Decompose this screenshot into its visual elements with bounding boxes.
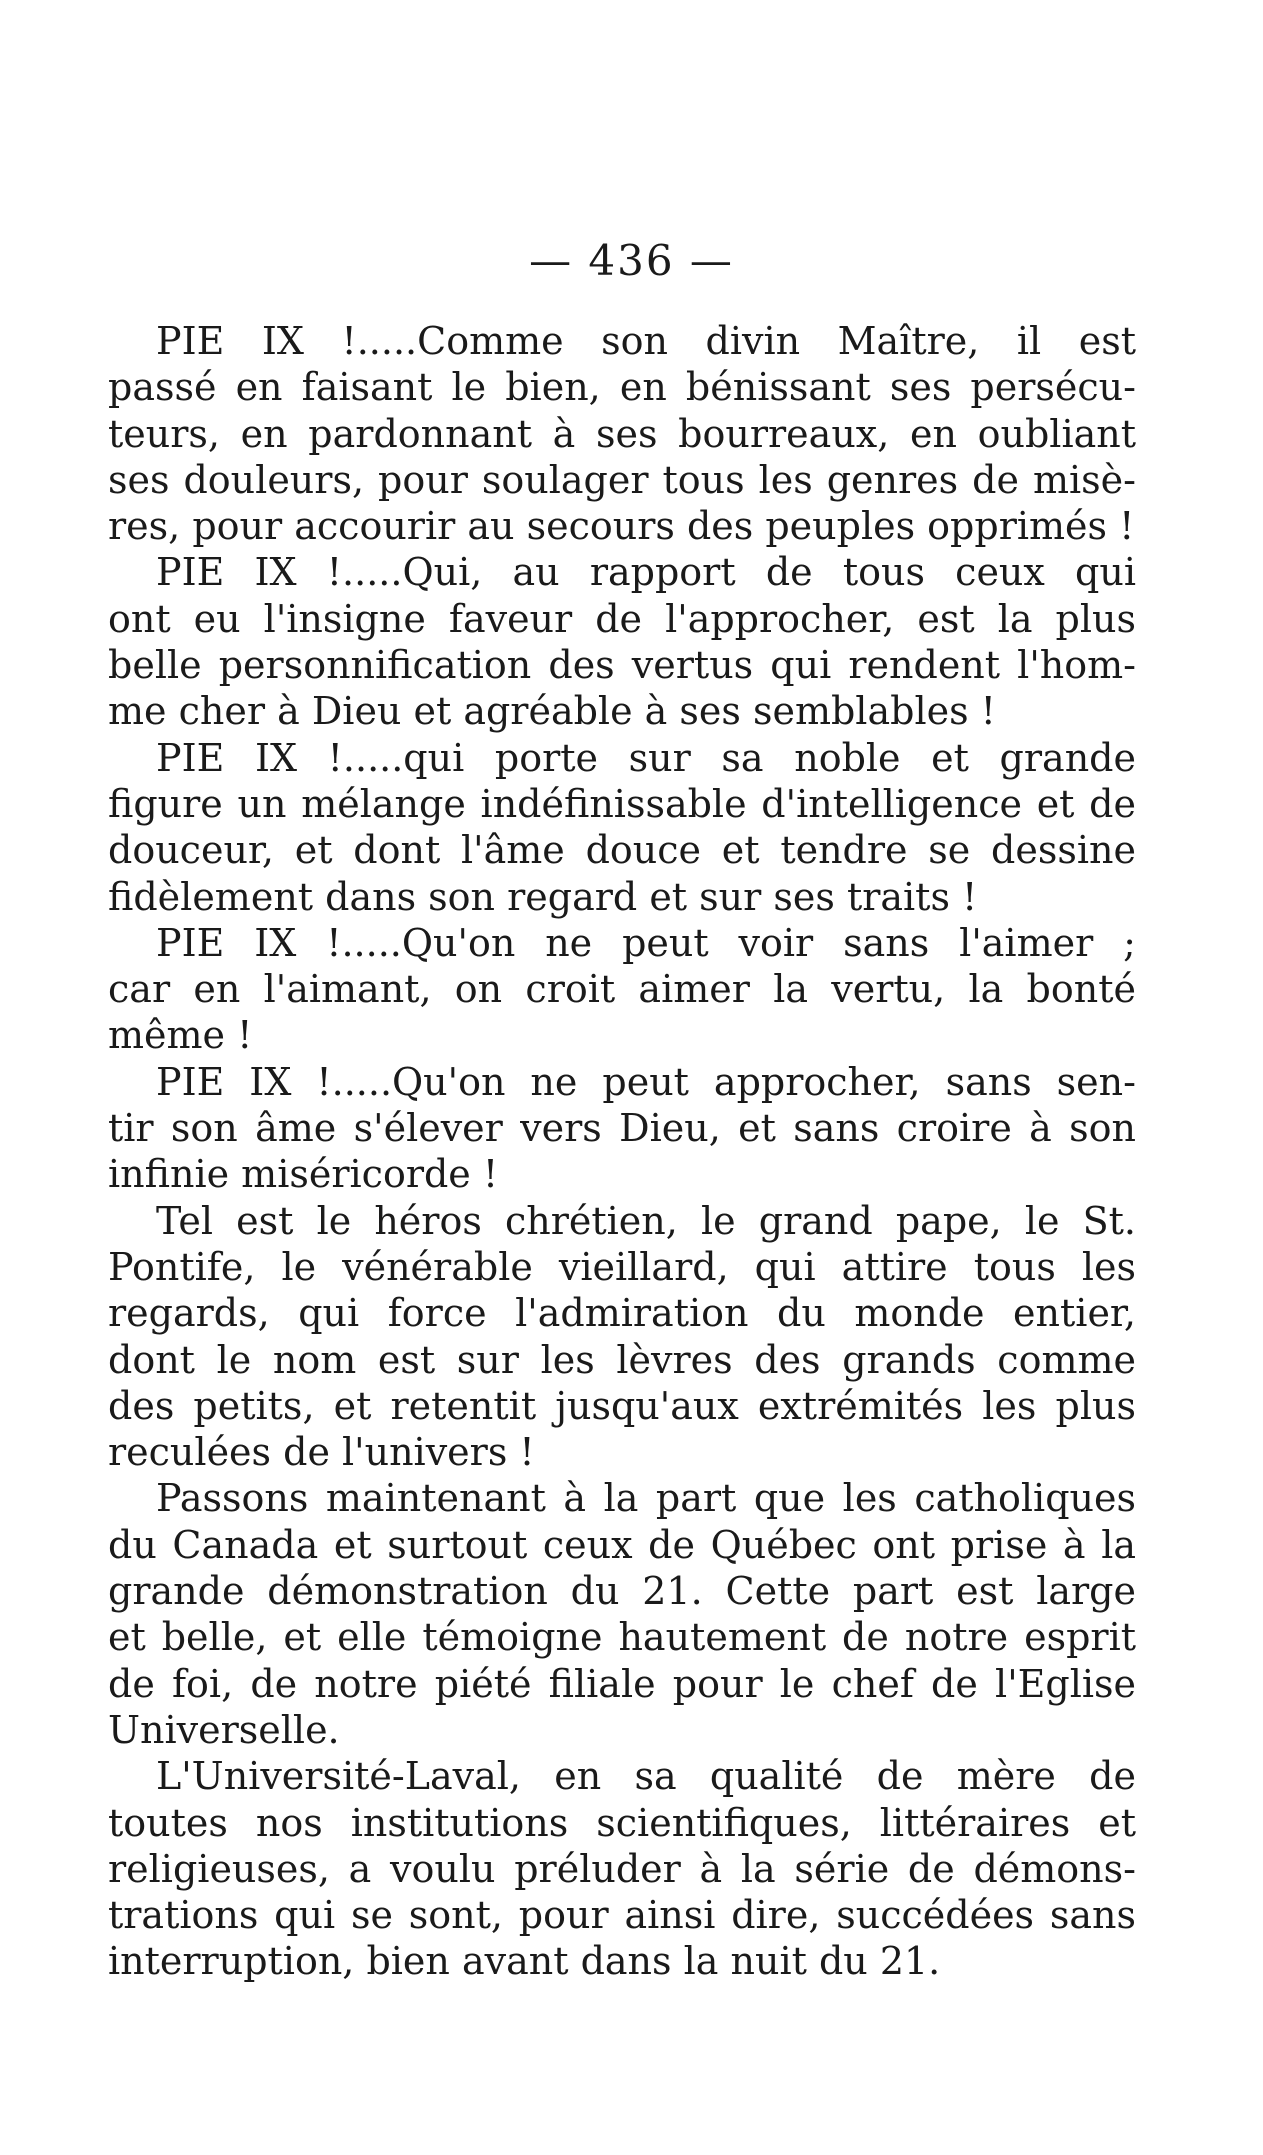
text-line: ont eu l'insigne faveur de l'approcher, est la plus [108, 596, 1136, 641]
text-line: tir son âme s'élever vers Dieu, et sans croire à son [108, 1106, 1136, 1151]
text-line: regards, qui force l'admiration du monde entier, [108, 1291, 1136, 1336]
text-line: des petits, et retentit jusqu'aux extrémités les plus [108, 1383, 1136, 1428]
text-line: de foi, de notre piété filiale pour le chef de l'Eglise [108, 1661, 1136, 1706]
text-line: fidèlement dans son regard et sur ses traits ! [108, 874, 978, 919]
text-line: même ! [108, 1013, 253, 1058]
text-line: res, pour accourir au secours des peuples opprimés ! [108, 504, 1135, 549]
text-line: Tel est le héros chrétien, le grand pape, le St. [156, 1198, 1136, 1243]
text-line: toutes nos institutions scientifiques, littéraires et [108, 1800, 1136, 1845]
text-line: ses douleurs, pour soulager tous les genres de misè- [108, 457, 1136, 502]
text-line: trations qui se sont, pour ainsi dire, succédées sans [108, 1893, 1136, 1938]
text-line: du Canada et surtout ceux de Québec ont prise à la [108, 1522, 1136, 1567]
body-text [108, 318, 1136, 1985]
text-line: dont le nom est sur les lèvres des grands comme [108, 1337, 1136, 1382]
text-line: Pontife, le vénérable vieillard, qui attire tous les [108, 1244, 1136, 1289]
page-number: — 436 — [529, 236, 734, 285]
text-line: Passons maintenant à la part que les catholiques [156, 1476, 1136, 1521]
text-line: grande démonstration du 21. Cette part est large [108, 1569, 1136, 1614]
text-line: car en l'aimant, on croit aimer la vertu, la bonté [108, 967, 1136, 1012]
text-line: PIE IX !.....qui porte sur sa noble et grande [156, 735, 1136, 780]
text-line: Universelle. [108, 1707, 340, 1752]
text-line: douceur, et dont l'âme douce et tendre se dessine [108, 828, 1136, 873]
text-line: belle personnification des vertus qui rendent l'hom- [108, 643, 1136, 688]
text-line: PIE IX !.....Qu'on ne peut voir sans l'aimer ; [156, 920, 1136, 965]
text-line: interruption, bien avant dans la nuit du 21. [108, 1939, 941, 1984]
text-line: passé en faisant le bien, en bénissant ses persécu- [108, 365, 1136, 410]
text-line: infinie miséricorde ! [108, 1152, 499, 1197]
text-line: teurs, en pardonnant à ses bourreaux, en oubliant [108, 411, 1136, 456]
text-line: figure un mélange indéfinissable d'intelligence et de [108, 781, 1136, 826]
text-line: reculées de l'univers ! [108, 1430, 535, 1475]
text-line: religieuses, a voulu préluder à la série de démons- [108, 1846, 1136, 1891]
text-line: et belle, et elle témoigne hautement de notre esprit [108, 1615, 1136, 1660]
text-line: PIE IX !.....Qui, au rapport de tous ceux qui [156, 550, 1136, 595]
text-line: me cher à Dieu et agréable à ses semblables ! [108, 689, 996, 734]
text-line: L'Université-Laval, en sa qualité de mère de [156, 1754, 1136, 1799]
text-line: PIE IX !.....Comme son divin Maître, il est [156, 319, 1136, 363]
text-line: PIE IX !.....Qu'on ne peut approcher, sans sen- [156, 1059, 1136, 1104]
